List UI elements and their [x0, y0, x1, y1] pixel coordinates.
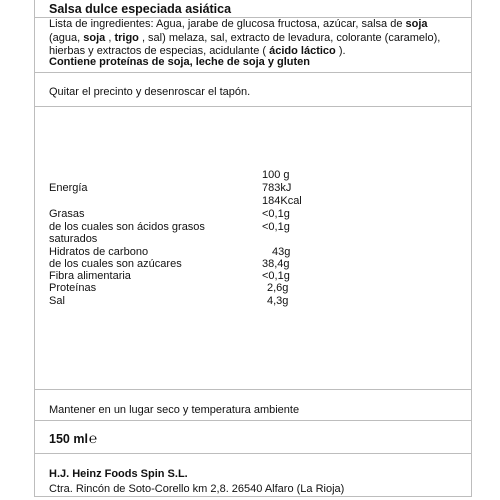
quantity-value: 150 ml [49, 432, 88, 446]
nutrition-value: <0,1g [262, 221, 290, 233]
product-title: Salsa dulce especiada asiática [49, 2, 232, 16]
opening-instructions: Quitar el precinto y desenroscar el tapón. [49, 86, 251, 98]
ingredients-list [49, 18, 459, 59]
allergen-highlight: ácido láctico [269, 45, 336, 57]
divider [34, 420, 472, 421]
nutrition-value: 2,6g [267, 282, 289, 294]
nutrition-label: de los cuales son azúcares [49, 258, 182, 270]
nutrition-label: de los cuales son ácidos grasos [49, 221, 205, 233]
estimated-sign-icon: ℮ [88, 430, 98, 446]
nutrition-value: 38,4g [262, 258, 290, 270]
nutrition-value: 43g [272, 246, 291, 258]
nutrition-value: 4,3g [267, 295, 289, 307]
allergen-highlight: soja [83, 31, 106, 44]
ingredients-text: ). [335, 45, 346, 57]
nutrition-label: Grasas [49, 208, 85, 220]
divider [34, 106, 472, 107]
storage-instructions: Mantener en un lugar seco y temperatura ambiente [49, 404, 300, 416]
nutrition-value: <0,1g [262, 208, 290, 220]
allergen-statement: Contiene proteínas de soja, leche de soja y gluten [49, 56, 311, 68]
ingredients-text: , [105, 31, 115, 44]
ingredients-text: , sal) melaza, sal, extracto de levadura, colorante (caramelo), hierbas y extractos de especias, acidulante ( [49, 31, 441, 57]
allergen-highlight: trigo [114, 31, 139, 44]
ingredients-text: Lista de ingredientes: Agua, jarabe de glucosa fructosa, azúcar, salsa de [49, 18, 406, 30]
nutrition-value: 783kJ [262, 182, 292, 194]
nutrition-label: Proteínas [49, 282, 97, 294]
nutrition-column-header: 100 g [262, 169, 290, 181]
company-name: H.J. Heinz Foods Spin S.L. [49, 468, 188, 480]
ingredients-text: (agua, [49, 31, 84, 44]
nutrition-label: Energía [49, 182, 88, 194]
nutrition-value: 184Kcal [262, 195, 302, 207]
divider [34, 453, 472, 454]
net-quantity [49, 430, 97, 446]
allergen-highlight: soja [405, 18, 428, 30]
nutrition-label: Fibra alimentaria [49, 270, 131, 282]
company-address: Ctra. Rincón de Soto-Corello km 2,8. 26540 Alfaro (La Rioja) [49, 483, 345, 495]
nutrition-label: Hidratos de carbono [49, 246, 149, 258]
nutrition-value: <0,1g [262, 270, 290, 282]
nutrition-label: Sal [49, 295, 65, 307]
divider [34, 389, 472, 390]
nutrition-label: saturados [49, 233, 98, 245]
divider [34, 72, 472, 73]
